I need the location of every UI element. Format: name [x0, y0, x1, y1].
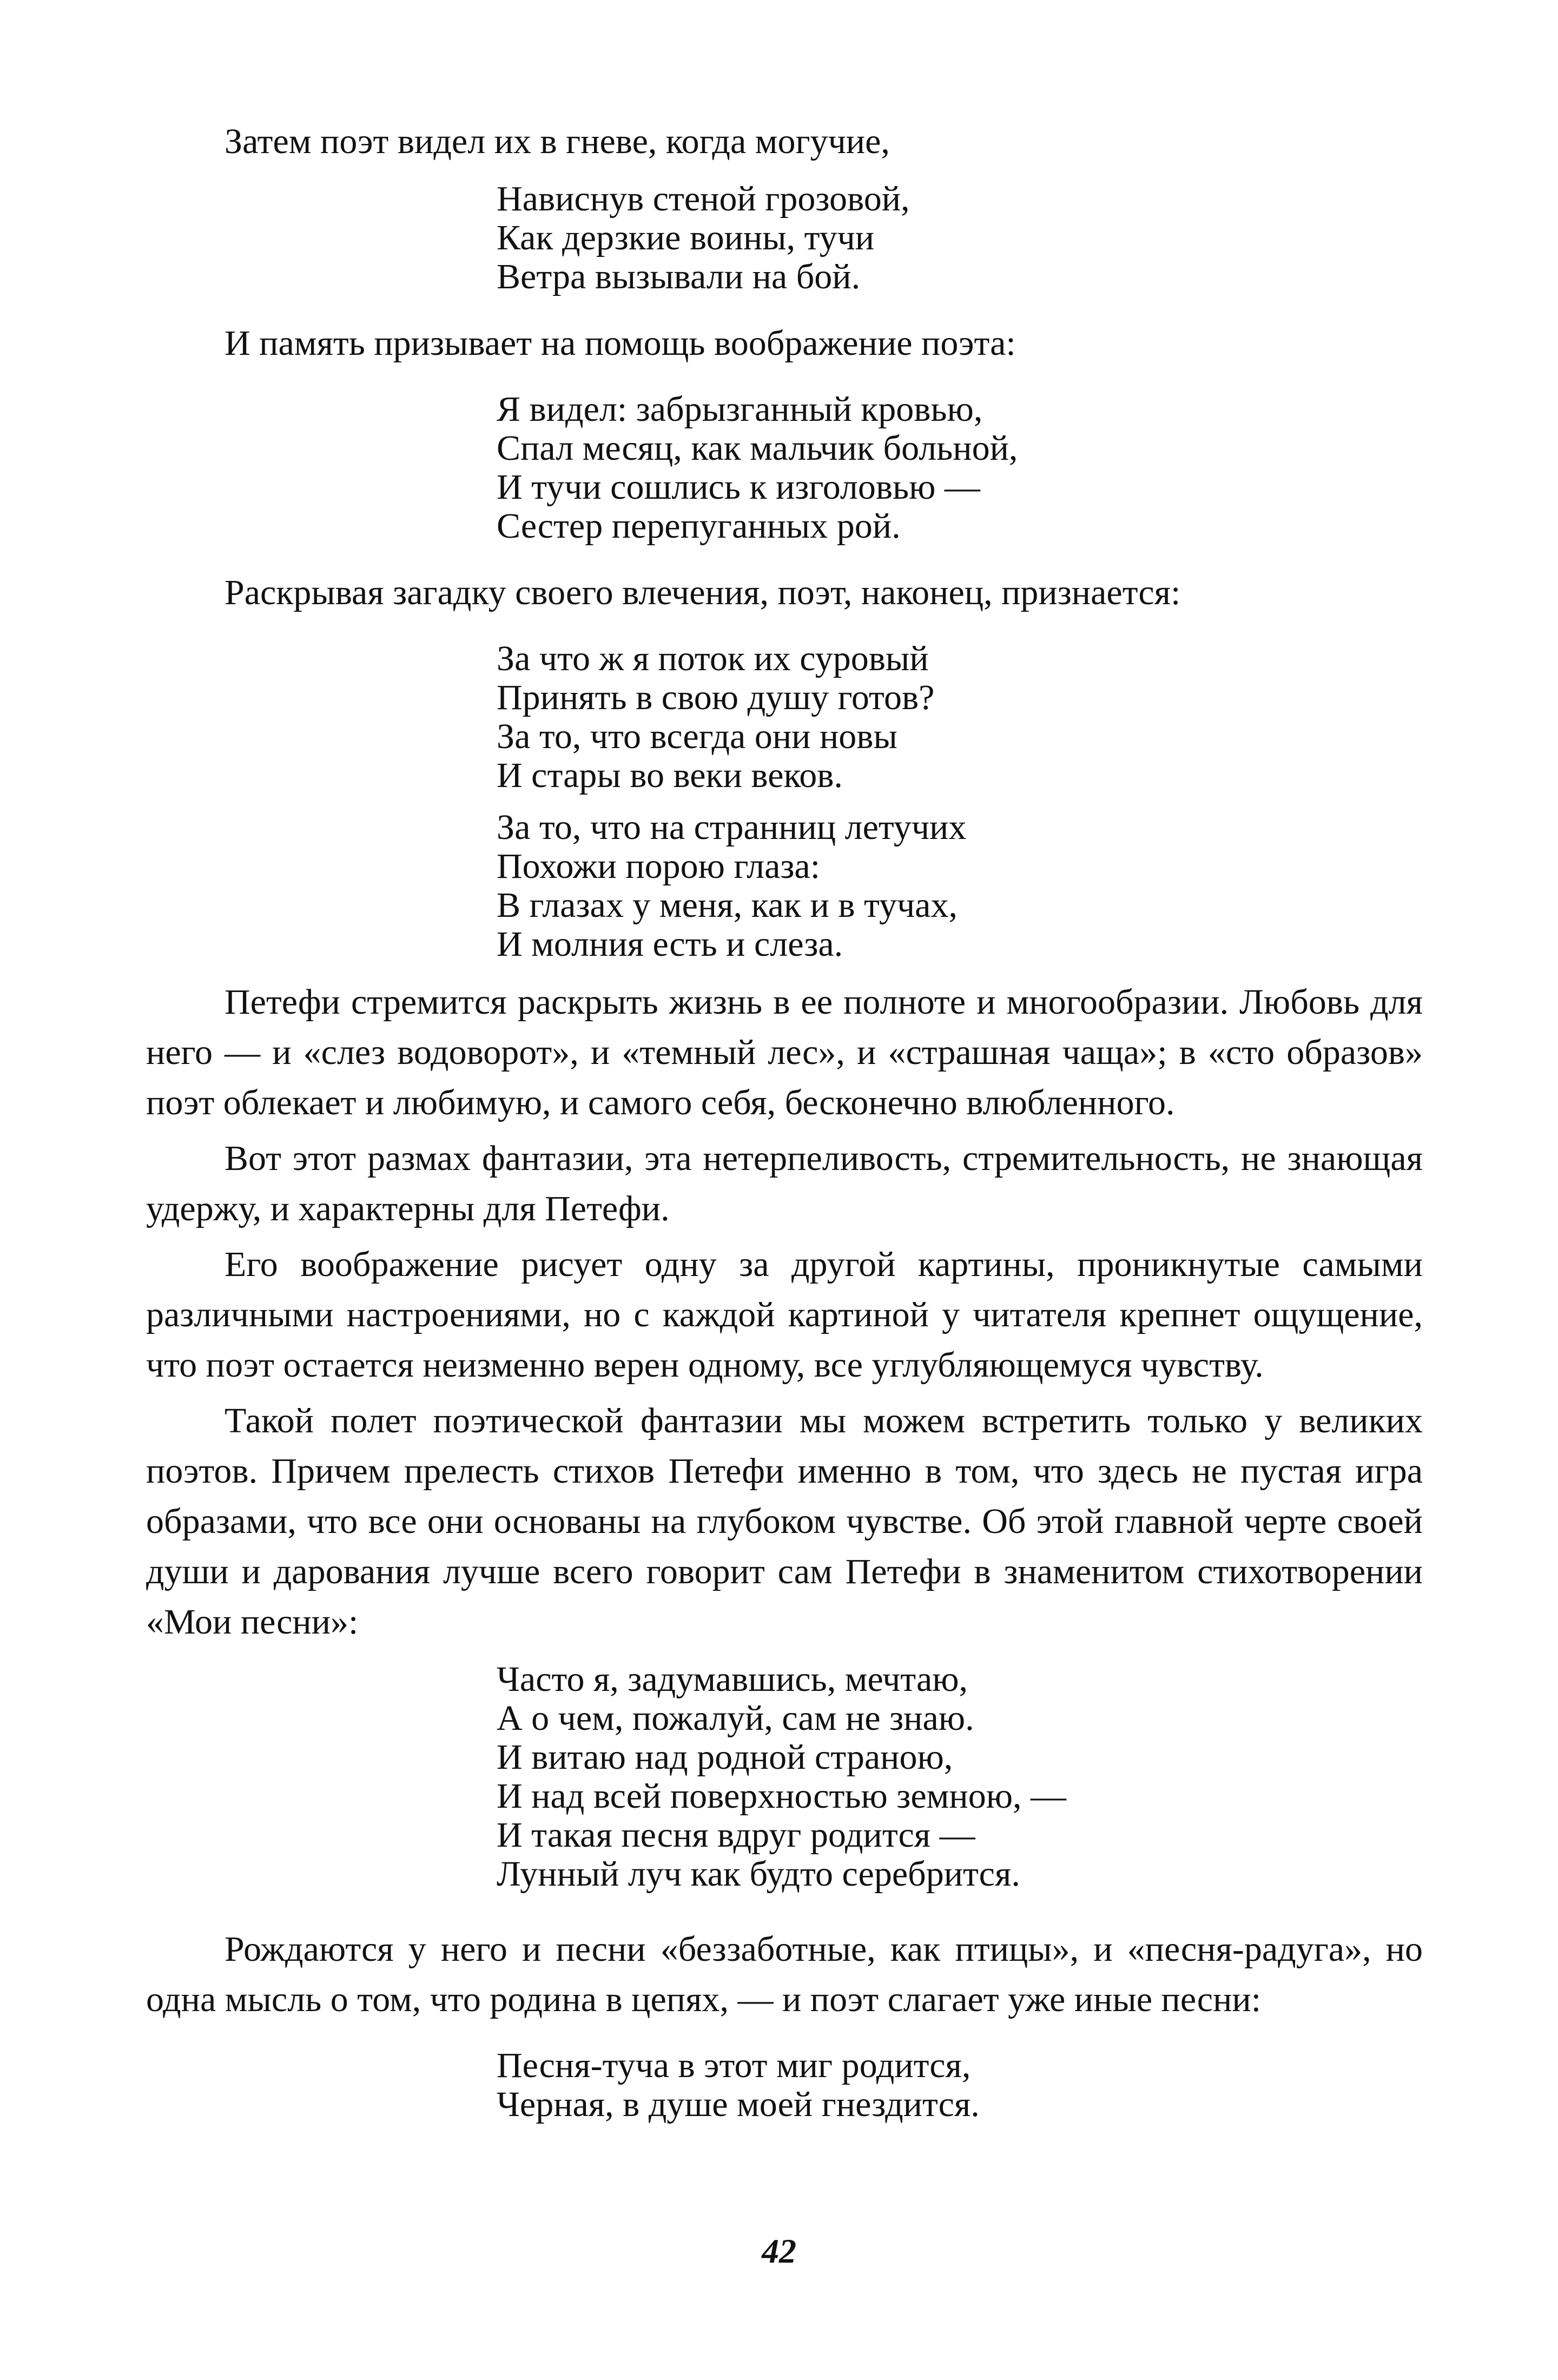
- verse-line: Принять в свою душу готов?: [497, 678, 935, 717]
- verse-line: Похожи порою глаза:: [497, 847, 821, 886]
- paragraph: Рождаются у него и песни «беззаботные, как птицы», и «песня-радуга», но одна мысль о том, что родина в цепях, — и поэт слагает уже иные песни:: [146, 1929, 1423, 2019]
- verse-line: Я видел: забрызганный кровью,: [497, 389, 983, 429]
- verse-stanza: [497, 2046, 1423, 2124]
- verse-line: И молния есть и слеза.: [497, 924, 843, 964]
- paragraph: Такой полет поэтической фантазии мы можем встретить только у великих поэтов. Причем прелесть стихов Петефи именно в том, что здесь не пустая игра образами, что все они основаны на глубоком чувстве. Об этой главной черте своей души и дарования лучше всего говорит сам Петефи в знаменитом стихотворении «Мои песни»:: [146, 1401, 1423, 1642]
- verse-line: И такая песня вдруг родится —: [497, 1815, 975, 1855]
- verse-line: Лунный луч как будто серебрится.: [497, 1854, 1020, 1894]
- paragraph: Его воображение рисует одну за другой картины, проникнутые самыми различными настроениями, но с каждой картиной у читателя крепнет ощущение, что поэт остается неизменно верен одному, все углубляющемуся чувству.: [146, 1245, 1423, 1385]
- paragraph: Петефи стремится раскрыть жизнь в ее полноте и многообразии. Любовь для него — и «слез водоворот», и «темный лес», и «страшная чаща»; в «сто образов» поэт облекает и любимую, и самого себя, бесконечно влюбленного.: [146, 982, 1423, 1122]
- verse-line: Спал месяц, как мальчик больной,: [497, 428, 1018, 468]
- paragraph: Раскрывая загадку своего влечения, поэт, наконец, признается:: [225, 573, 1181, 612]
- verse-line: Черная, в душе моей гнездится.: [497, 2085, 980, 2124]
- verse-line: И тучи сошлись к изголовью —: [497, 467, 980, 507]
- page-body: [146, 116, 1423, 2124]
- verse-stanza: [497, 390, 1423, 546]
- verse-line: И над всей поверхностью земною, —: [497, 1776, 1067, 1816]
- verse-line: В глазах у меня, как и в тучах,: [497, 885, 958, 925]
- verse-line: Нависнув стеной грозовой,: [497, 179, 910, 219]
- verse-stanza: [497, 1660, 1423, 1894]
- verse-line: А о чем, пожалуй, сам не знаю.: [497, 1698, 974, 1738]
- paragraph: И память призывает на помощь воображение поэта:: [225, 323, 1016, 363]
- verse-line: За то, что на странниц летучих: [497, 808, 967, 847]
- verse-stanza: [497, 180, 1423, 296]
- verse-line: Часто я, задумавшись, мечтаю,: [497, 1660, 968, 1699]
- verse-line: За то, что всегда они новы: [497, 717, 897, 756]
- verse-line: Ветра вызывали на бой.: [497, 257, 861, 296]
- verse-line: И витаю над родной страною,: [497, 1737, 953, 1777]
- verse-stanza: [497, 808, 1423, 964]
- verse-stanza: [497, 639, 1423, 795]
- verse-line: Песня-туча в этот миг родится,: [497, 2046, 971, 2085]
- verse-line: И стары во веки веков.: [497, 756, 843, 795]
- verse-line: Сестер перепуганных рой.: [497, 506, 901, 546]
- verse-line: Как дерзкие воины, тучи: [497, 218, 875, 257]
- verse-line: За что ж я поток их суровый: [497, 639, 929, 678]
- page-number: 42: [762, 2232, 796, 2270]
- paragraph: Вот этот размах фантазии, эта нетерпеливость, стремительность, не знающая удержу, и характерны для Петефи.: [146, 1139, 1423, 1228]
- paragraph: Затем поэт видел их в гневе, когда могучие,: [225, 122, 890, 161]
